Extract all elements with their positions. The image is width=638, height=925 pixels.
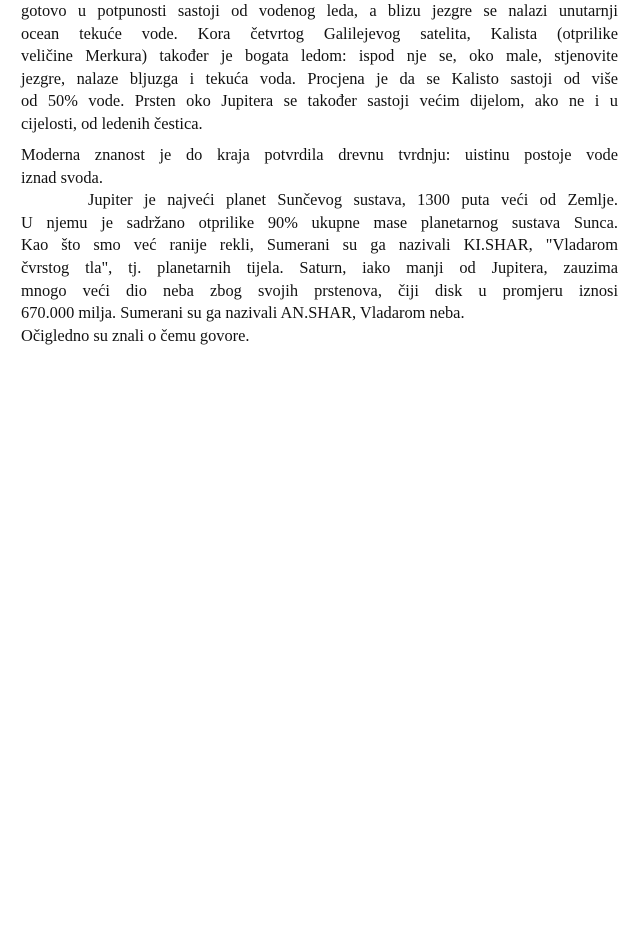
text-line: Očigledno su znali o čemu govore. <box>21 325 250 345</box>
text-line: mnogo veći dio neba zbog svojih prstenova, čiji disk u promjeru iznosi <box>21 280 618 300</box>
text-line: U njemu je sadržano otprilike 90% ukupne mase planetarnog sustava Sunca. <box>21 212 618 232</box>
text-line: ocean tekuće vode. Kora četvrtog Galilejevog satelita, Kalista (otprilike <box>21 23 618 43</box>
text-line: čvrstog tla", tj. planetarnih tijela. Saturn, iako manji od Jupitera, zauzima <box>21 257 618 277</box>
text-line: gotovo u potpunosti sastoji od vodenog leda, a blizu jezgre se nalazi unutarnji <box>21 1 618 20</box>
text-line: od 50% vode. Prsten oko Jupitera se također sastoji većim dijelom, ako ne i u <box>21 91 618 111</box>
paragraph-jupiter-moons <box>21 0 618 136</box>
paragraph-jupiter-saturn <box>21 189 618 347</box>
text-line: Jupiter je najveći planet Sunčevog sustava, 1300 puta veći od Zemlje. <box>88 190 618 210</box>
text-line: Kao što smo već ranije rekli, Sumerani su ga nazivali KI.SHAR, "Vladarom <box>21 235 618 255</box>
text-line: cijelosti, od ledenih čestica. <box>21 113 203 133</box>
text-line: veličine Merkura) također je bogata ledom: ispod nje se, oko male, stjenovite <box>21 46 618 66</box>
text-line: 670.000 milja. Sumerani su ga nazivali AN.SHAR, Vladarom neba. <box>21 303 465 323</box>
text-line: Moderna znanost je do kraja potvrdila drevnu tvrdnju: uistinu postoje vode <box>21 145 618 164</box>
paragraph-group <box>21 144 618 347</box>
paragraph-modern-science <box>21 144 618 189</box>
text-line: iznad svoda. <box>21 167 103 187</box>
text-line: jezgre, nalaze bljuzga i tekuća voda. Procjena je da se Kalisto sastoji od više <box>21 68 618 88</box>
